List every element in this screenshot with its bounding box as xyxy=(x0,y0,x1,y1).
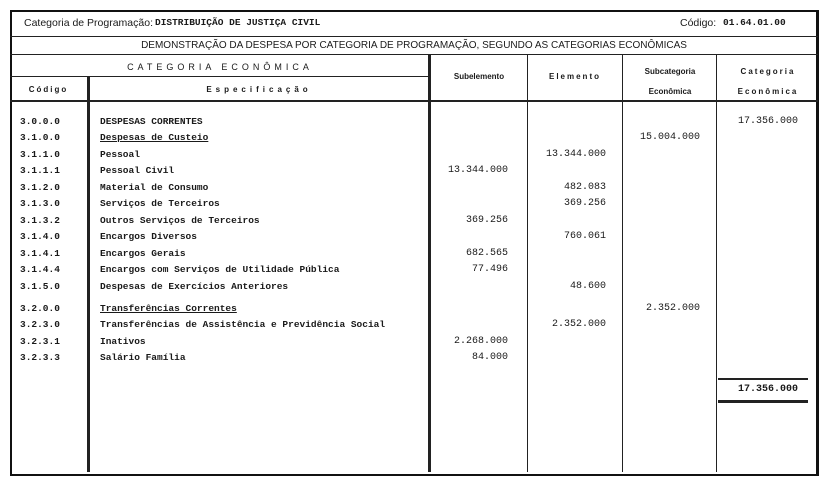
col-elemento: Elemento xyxy=(548,72,601,81)
row-spec: Encargos Gerais xyxy=(100,248,186,259)
col-group-header: CATEGORIA ECONÔMICA xyxy=(127,62,313,72)
divider xyxy=(87,76,90,472)
row-subcategoria: 2.352.000 xyxy=(645,303,700,314)
row-subelemento: 682.565 xyxy=(465,248,508,259)
row-code: 3.1.1.1 xyxy=(20,165,60,176)
row-elemento: 482.083 xyxy=(563,182,606,193)
divider xyxy=(10,54,818,55)
divider xyxy=(527,54,528,472)
row-spec: Transferências de Assistência e Previdência Social xyxy=(100,319,386,330)
row-code: 3.1.4.4 xyxy=(20,264,60,275)
row-subcategoria: 15.004.000 xyxy=(639,132,700,143)
col-codigo: Código xyxy=(28,85,69,94)
row-elemento: 2.352.000 xyxy=(551,319,606,330)
divider xyxy=(716,54,717,472)
row-code: 3.1.3.2 xyxy=(20,215,60,226)
col-subcategoria: Subcategoria Econômica xyxy=(644,67,696,96)
code-value: 01.64.01.00 xyxy=(723,17,786,28)
row-code: 3.2.3.3 xyxy=(20,352,60,363)
row-spec: Pessoal xyxy=(100,149,140,160)
report-title: DEMONSTRAÇÃO DA DESPESA POR CATEGORIA DE PROGRAMAÇÃO, SEGUNDO AS CATEGORIAS ECONÔMICAS xyxy=(141,40,687,51)
row-spec: Transferências Correntes xyxy=(100,303,237,314)
row-spec: DESPESAS CORRENTES xyxy=(100,116,203,127)
total-rule xyxy=(718,378,808,380)
row-subelemento: 369.256 xyxy=(465,215,508,226)
row-subelemento: 84.000 xyxy=(471,352,508,363)
col-categoria: Categoria Econômica xyxy=(737,67,799,96)
col-especificacao: Especificação xyxy=(206,85,312,94)
row-elemento: 369.256 xyxy=(563,198,606,209)
row-categoria: 17.356.000 xyxy=(737,116,798,127)
divider xyxy=(622,54,623,472)
row-code: 3.2.0.0 xyxy=(20,303,60,314)
row-spec: Salário Família xyxy=(100,352,186,363)
row-code: 3.2.3.1 xyxy=(20,336,60,347)
row-subelemento: 13.344.000 xyxy=(447,165,508,176)
row-code: 3.2.3.0 xyxy=(20,319,60,330)
row-code: 3.1.3.0 xyxy=(20,198,60,209)
row-elemento: 48.600 xyxy=(569,281,606,292)
row-spec: Material de Consumo xyxy=(100,182,209,193)
row-spec: Encargos Diversos xyxy=(100,231,197,242)
row-spec: Inativos xyxy=(100,336,146,347)
total-double-rule xyxy=(718,400,808,403)
row-spec: Pessoal Civil xyxy=(100,165,175,176)
row-spec: Encargos com Serviços de Utilidade Pública xyxy=(100,264,340,275)
code-label: Código: xyxy=(680,17,717,29)
row-spec: Serviços de Terceiros xyxy=(100,198,220,209)
row-elemento: 760.061 xyxy=(563,231,606,242)
row-subelemento: 77.496 xyxy=(471,264,508,275)
category-label: Categoria de Programação: xyxy=(24,17,153,29)
divider xyxy=(10,36,818,37)
row-code: 3.1.2.0 xyxy=(20,182,60,193)
row-spec: Outros Serviços de Terceiros xyxy=(100,215,260,226)
divider xyxy=(428,54,431,472)
col-subelemento: Subelemento xyxy=(453,72,505,81)
row-code: 3.1.5.0 xyxy=(20,281,60,292)
row-spec: Despesas de Custeio xyxy=(100,132,209,143)
row-elemento: 13.344.000 xyxy=(545,149,606,160)
row-spec: Despesas de Exercícios Anteriores xyxy=(100,281,289,292)
category-value: DISTRIBUIÇÃO DE JUSTIÇA CIVIL xyxy=(155,17,321,28)
row-subelemento: 2.268.000 xyxy=(453,336,508,347)
row-code: 3.1.4.1 xyxy=(20,248,60,259)
divider xyxy=(10,76,430,77)
row-code: 3.1.4.0 xyxy=(20,231,60,242)
row-code: 3.1.0.0 xyxy=(20,132,60,143)
row-code: 3.1.1.0 xyxy=(20,149,60,160)
row-code: 3.0.0.0 xyxy=(20,116,60,127)
total-value: 17.356.000 xyxy=(737,384,798,395)
